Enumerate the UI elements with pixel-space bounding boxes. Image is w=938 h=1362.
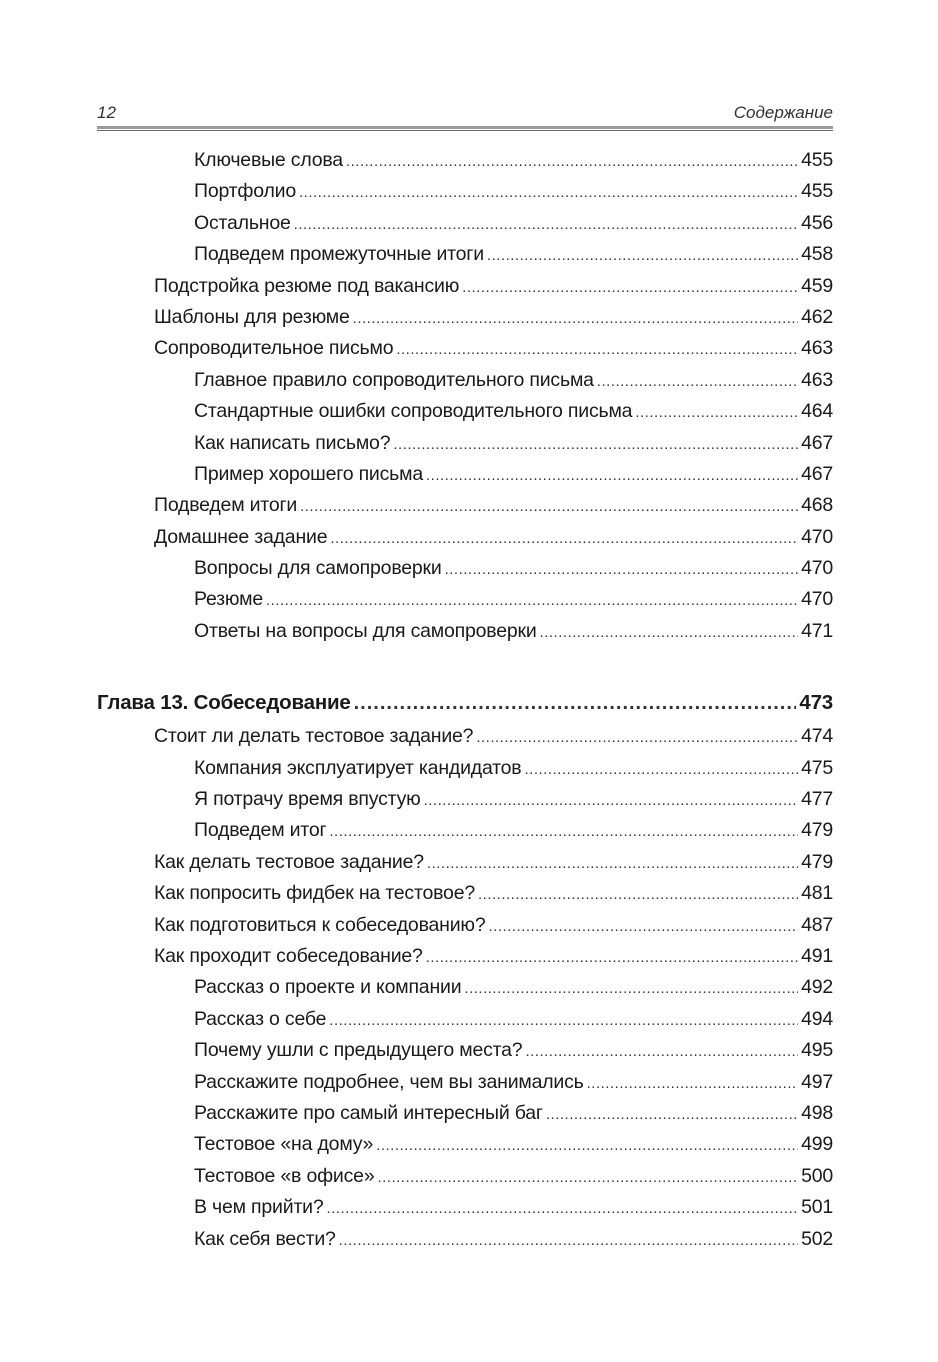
dot-leader [376, 1130, 798, 1160]
toc-entry [97, 847, 833, 878]
toc-entry-title: Я потрачу время впустую [194, 788, 421, 811]
toc-entry-page: 502 [801, 1227, 833, 1250]
running-title: Содержание [733, 103, 833, 122]
dot-leader [478, 879, 798, 909]
dot-leader [587, 1068, 798, 1098]
toc-entry-title: Как написать письмо? [194, 431, 391, 454]
toc-entry [97, 1224, 833, 1255]
toc-entry-page: 467 [801, 431, 833, 454]
dot-leader [353, 303, 798, 333]
toc-entry [97, 972, 833, 1003]
toc-entry-page: 455 [801, 149, 833, 171]
toc-entry-title: Пример хорошего письма [194, 462, 423, 485]
dot-leader [299, 177, 798, 207]
toc-entry [97, 584, 833, 615]
toc-entry-page: 458 [801, 243, 833, 266]
dot-leader [330, 523, 798, 553]
dot-leader [327, 1193, 799, 1223]
toc-entry [97, 271, 833, 302]
toc-entry-title: Как подготовиться к собеседованию? [154, 913, 486, 936]
toc-entry-title: Тестовое «на дому» [194, 1133, 374, 1156]
toc-entry [97, 145, 833, 176]
toc-entry-page: 464 [801, 400, 833, 423]
toc-entry-title: Резюме [194, 588, 263, 611]
running-header [97, 103, 833, 125]
toc-entry-page: 500 [801, 1164, 833, 1187]
toc-entry-title: Рассказ о себе [194, 1007, 327, 1030]
dot-leader [462, 272, 798, 302]
toc-entry [97, 616, 833, 647]
toc-entry [97, 815, 833, 846]
toc-entry-title: Подведем итоги [154, 494, 298, 517]
toc-entry [97, 721, 833, 752]
chapter-gap [97, 647, 833, 685]
toc-entry [97, 490, 833, 521]
toc-entry-page: 479 [801, 819, 833, 842]
toc-entry-title: Почему ушли с предыдущего места? [194, 1039, 523, 1062]
toc-entry [97, 1067, 833, 1098]
dot-leader [597, 366, 798, 396]
dot-leader [524, 754, 798, 784]
dot-leader [294, 209, 798, 239]
toc-entry-page: 471 [801, 619, 833, 642]
toc-entry [97, 1161, 833, 1192]
toc-entry-title: Подведем промежуточные итоги [194, 243, 484, 266]
toc-entry-page: 470 [801, 588, 833, 611]
toc-entry-title: Как себя вести? [194, 1227, 336, 1250]
toc-entry-title: Расскажите про самый интересный баг [194, 1101, 543, 1124]
dot-leader [377, 1162, 798, 1192]
toc-entry [97, 941, 833, 972]
dot-leader [300, 491, 798, 521]
toc-entry-title: Главное правило сопроводительного письма [194, 368, 594, 391]
chapter-title: Глава 13. Собеседование [97, 691, 351, 715]
toc-entry [97, 1192, 833, 1223]
dot-leader [635, 397, 798, 427]
dot-leader [489, 911, 799, 941]
toc-section-before [97, 145, 833, 647]
toc-entry-page: 492 [801, 976, 833, 999]
toc-entry-title: В чем прийти? [194, 1196, 324, 1219]
toc-entry-page: 467 [801, 462, 833, 485]
toc-entry [97, 365, 833, 396]
toc-entry-page: 494 [801, 1007, 833, 1030]
toc-entry-page: 463 [801, 337, 833, 360]
toc-entry-page: 455 [801, 180, 833, 203]
toc-entry-title: Остальное [194, 211, 291, 234]
toc-entry [97, 753, 833, 784]
toc-entry-title: Рассказ о проекте и компании [194, 976, 462, 999]
toc-entry-title: Домашнее задание [154, 525, 328, 548]
dot-leader [329, 816, 798, 846]
dot-leader [339, 1225, 798, 1255]
dot-leader [354, 685, 797, 721]
toc-entry [97, 910, 833, 941]
toc-entry-title: Вопросы для самопроверки [194, 557, 442, 580]
toc-entry-title: Подведем итог [194, 819, 327, 842]
toc-entry-page: 462 [801, 305, 833, 328]
toc-entry-page: 463 [801, 368, 833, 391]
toc-section-after [97, 721, 833, 1255]
toc-entry [97, 522, 833, 553]
toc-entry [97, 553, 833, 584]
toc-entry-page: 487 [801, 913, 833, 936]
header-rule-thick [97, 126, 833, 129]
toc-entry [97, 176, 833, 207]
toc-entry-page: 498 [801, 1101, 833, 1124]
dot-leader [396, 334, 798, 364]
dot-leader [487, 240, 798, 270]
dot-leader [393, 429, 798, 459]
toc-entry-title: Ответы на вопросы для самопроверки [194, 619, 537, 642]
dot-leader [266, 585, 798, 615]
dot-leader [540, 617, 799, 647]
toc-entry [97, 302, 833, 333]
toc-entry [97, 333, 833, 364]
dot-leader [445, 554, 798, 584]
dot-leader [427, 848, 798, 878]
page-number: 12 [97, 103, 116, 122]
dot-leader [426, 942, 798, 972]
toc-entry-title: Подстройка резюме под вакансию [154, 274, 460, 297]
header-rule-thin [97, 130, 833, 131]
chapter-page: 473 [799, 691, 833, 715]
toc-entry-page: 481 [801, 882, 833, 905]
toc-entry [97, 208, 833, 239]
dot-leader [464, 973, 798, 1003]
toc-entry-page: 495 [801, 1039, 833, 1062]
toc-entry [97, 1004, 833, 1035]
toc-entry-title: Ключевые слова [194, 149, 343, 171]
toc-entry-page: 470 [801, 525, 833, 548]
toc-entry-page: 456 [801, 211, 833, 234]
dot-leader [329, 1005, 798, 1035]
toc-entry [97, 1035, 833, 1066]
toc-entry-title: Как проходит собеседование? [154, 944, 423, 967]
book-page [97, 0, 833, 1362]
toc-entry-title: Портфолио [194, 180, 296, 203]
toc-entry-title: Как попросить фидбек на тестовое? [154, 882, 475, 905]
dot-leader [346, 146, 798, 176]
table-of-contents [97, 145, 833, 1255]
dot-leader [525, 1036, 798, 1066]
dot-leader [424, 785, 799, 815]
toc-chapter-heading [97, 685, 833, 721]
toc-entry [97, 428, 833, 459]
toc-entry-page: 470 [801, 557, 833, 580]
dot-leader [546, 1099, 798, 1129]
toc-entry-page: 468 [801, 494, 833, 517]
toc-entry-page: 499 [801, 1133, 833, 1156]
toc-entry [97, 878, 833, 909]
toc-entry-page: 459 [801, 274, 833, 297]
toc-entry [97, 784, 833, 815]
toc-entry-page: 475 [801, 756, 833, 779]
toc-entry-title: Шаблоны для резюме [154, 305, 350, 328]
toc-entry-title: Как делать тестовое задание? [154, 850, 424, 873]
toc-entry [97, 239, 833, 270]
header-rule [97, 126, 833, 130]
dot-leader [426, 460, 798, 490]
toc-entry [97, 1129, 833, 1160]
toc-entry-title: Сопроводительное письмо [154, 337, 394, 360]
toc-entry-page: 479 [801, 850, 833, 873]
toc-entry-title: Расскажите подробнее, чем вы занимались [194, 1070, 584, 1093]
toc-entry-title: Стоит ли делать тестовое задание? [154, 725, 474, 748]
toc-entry-title: Компания эксплуатирует кандидатов [194, 756, 522, 779]
toc-entry-page: 501 [801, 1196, 833, 1219]
toc-entry [97, 396, 833, 427]
toc-entry-page: 497 [801, 1070, 833, 1093]
dot-leader [476, 722, 798, 752]
toc-entry-title: Стандартные ошибки сопроводительного письма [194, 400, 633, 423]
toc-entry-page: 491 [801, 944, 833, 967]
toc-entry [97, 459, 833, 490]
toc-entry [97, 1098, 833, 1129]
toc-entry-title: Тестовое «в офисе» [194, 1164, 375, 1187]
toc-entry-page: 474 [801, 725, 833, 748]
toc-entry-page: 477 [801, 788, 833, 811]
